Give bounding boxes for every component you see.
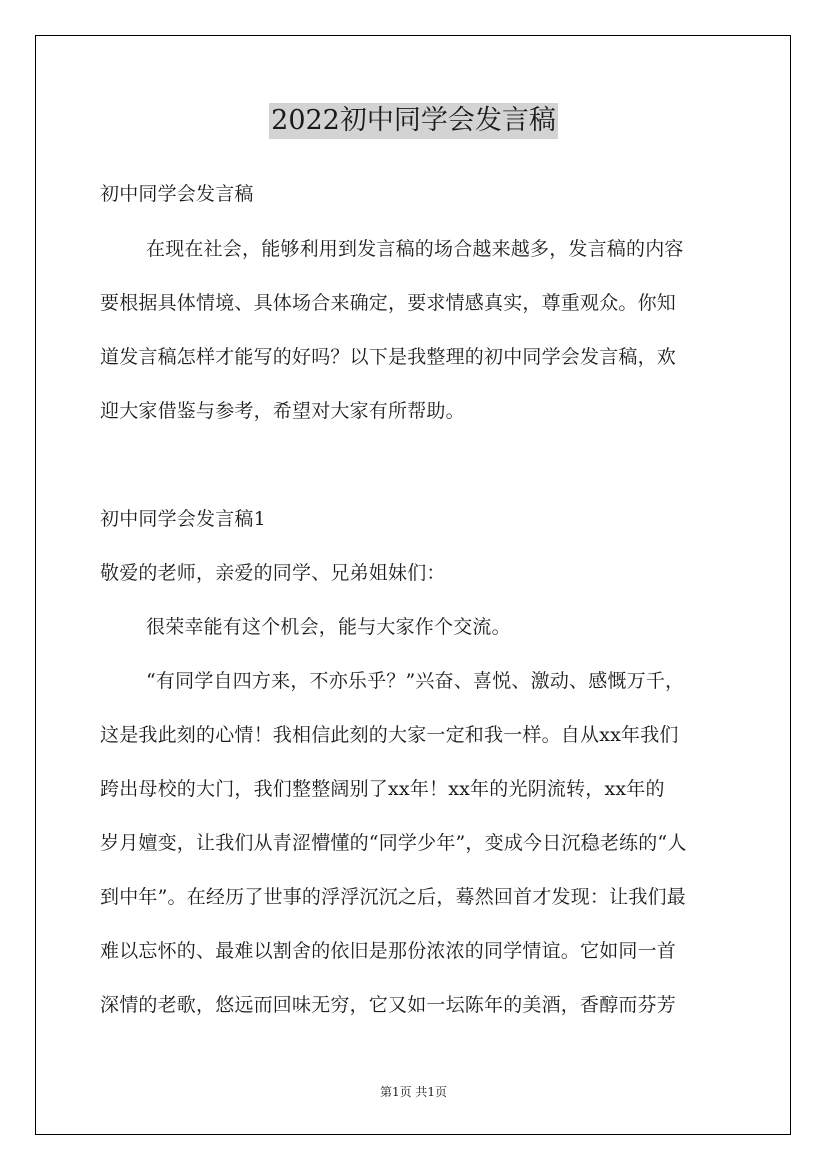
paragraph-line: 深情的老歌，悠远而回味无穷，它又如一坛陈年的美酒，香醇而芬芳 — [100, 994, 677, 1016]
paragraph-line: 这是我此刻的心情！我相信此刻的大家一定和我一样。自从xx年我们 — [100, 724, 679, 746]
document-title: 2022初中同学会发言稿 — [269, 103, 558, 139]
page-footer: 第1页 共1页 — [379, 1085, 448, 1099]
paragraph-line: 在现在社会，能够利用到发言稿的场合越来越多，发言稿的内容 — [146, 238, 684, 260]
paragraph-line: 岁月嬗变，让我们从青涩懵懂的“同学少年”，变成今日沉稳老练的“人 — [100, 832, 687, 854]
paragraph-line: 跨出母校的大门，我们整整阔别了xx年！xx年的光阴流转，xx年的 — [100, 778, 665, 800]
paragraph-line: “有同学自四方来，不亦乐乎？”兴奋、喜悦、激动、感慨万千， — [146, 670, 685, 692]
paragraph-line: 迎大家借鉴与参考，希望对大家有所帮助。 — [100, 400, 465, 422]
title-container — [0, 103, 827, 139]
paragraph-line: 道发言稿怎样才能写的好吗？以下是我整理的初中同学会发言稿，欢 — [100, 346, 677, 368]
salutation-line: 敬爱的老师，亲爱的同学、兄弟姐妹们： — [100, 562, 446, 584]
paragraph-line: 要根据具体情境、具体场合来确定，要求情感真实，尊重观众。你知 — [100, 292, 677, 314]
paragraph-line: 难以忘怀的、最难以割舍的依旧是那份浓浓的同学情谊。它如同一首 — [100, 940, 677, 962]
section-heading: 初中同学会发言稿1 — [100, 508, 266, 530]
paragraph-line: 很荣幸能有这个机会，能与大家作个交流。 — [146, 616, 511, 638]
subtitle-line: 初中同学会发言稿 — [100, 183, 254, 205]
paragraph-line: 到中年”。在经历了世事的浮浮沉沉之后，蓦然回首才发现：让我们最 — [100, 886, 686, 908]
